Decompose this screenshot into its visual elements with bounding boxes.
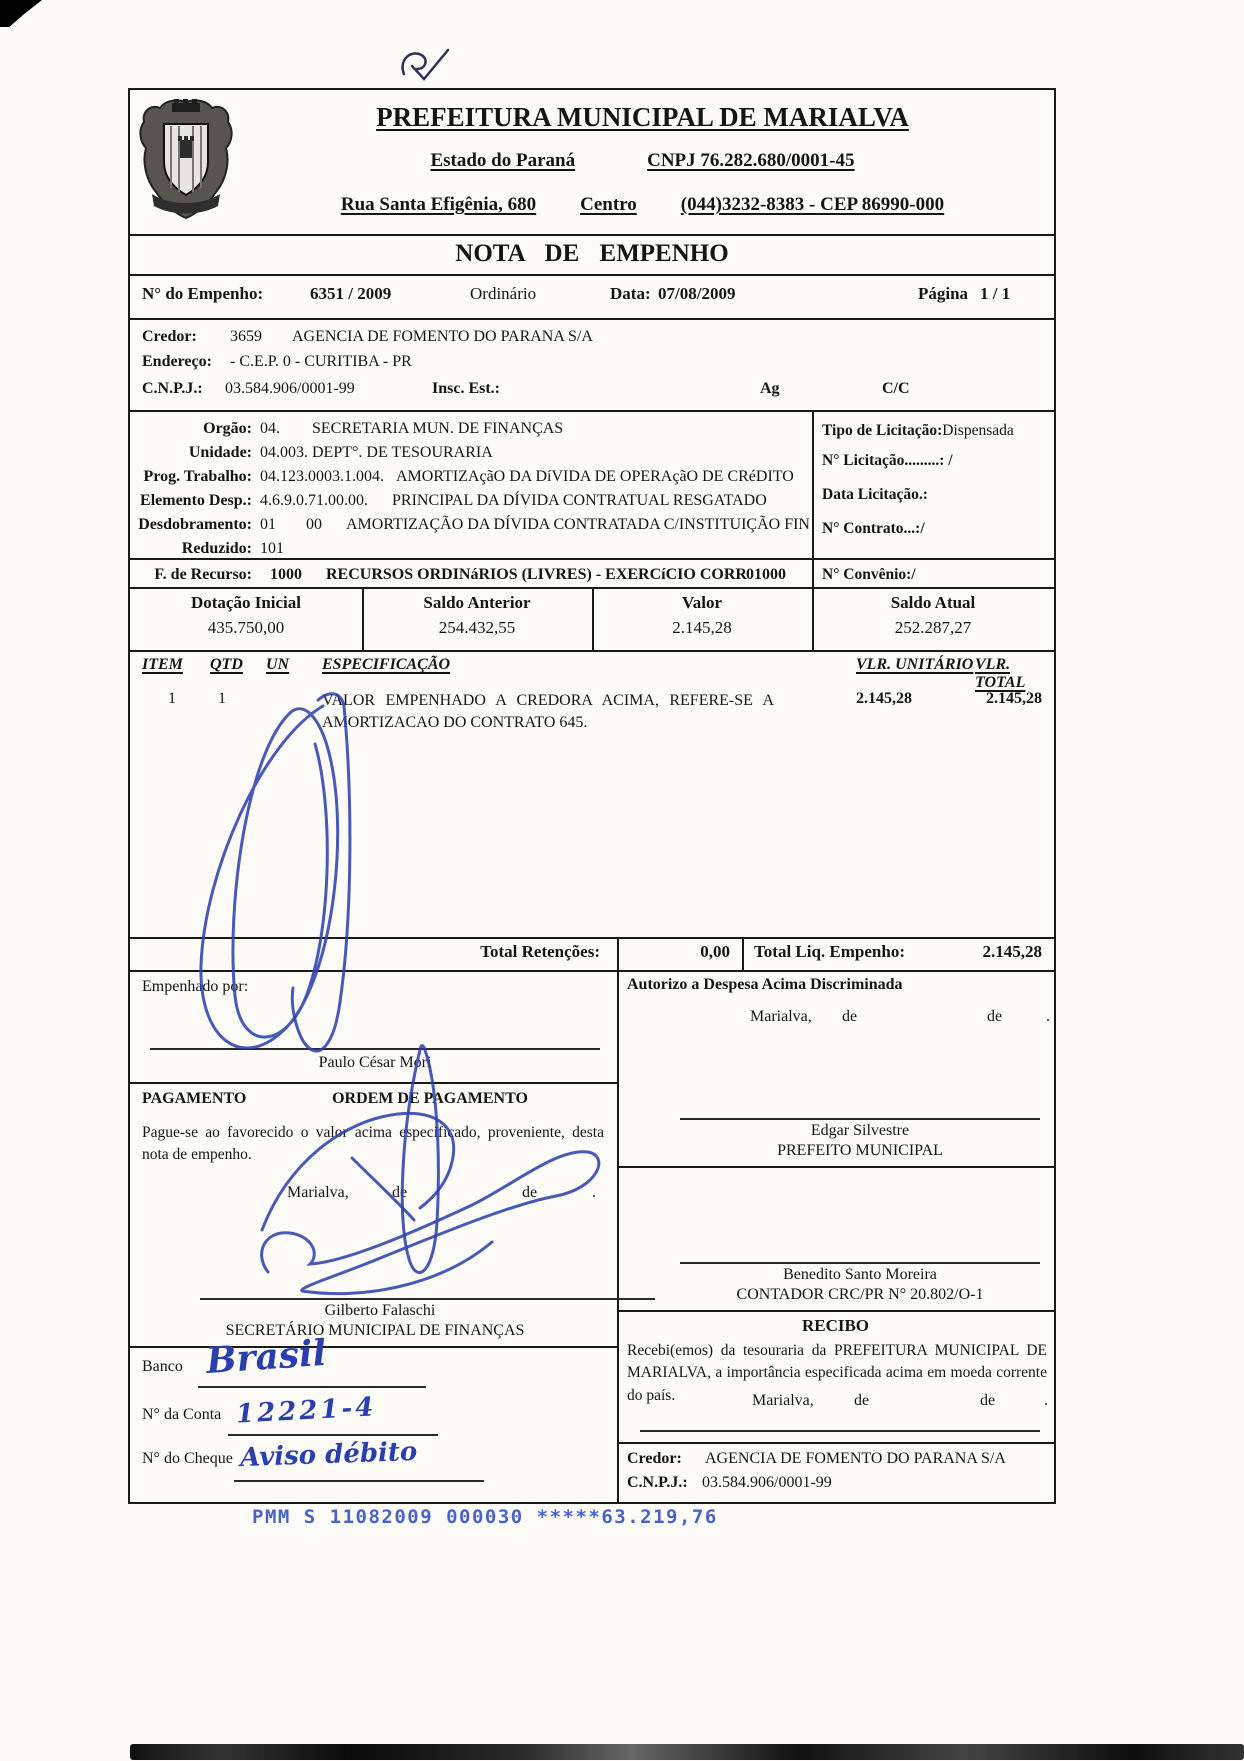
breakdown-label: Desdobramento:: [138, 516, 252, 533]
creditor-cnpj-label: C.N.P.J.:: [142, 380, 203, 397]
header-line-3: [245, 194, 1040, 216]
page-value: 1 / 1: [980, 284, 1011, 303]
account-fill-line: [228, 1434, 438, 1436]
breakdown-code-1: 01: [260, 516, 276, 533]
expense-element-desc: PRINCIPAL DA DÍVIDA CONTRATUAL RESGATADO: [392, 492, 767, 509]
previous-balance-value: 254.432,55: [438, 618, 516, 637]
divider: [130, 650, 1054, 652]
current-balance-value: 252.287,27: [894, 618, 972, 637]
authorize-city: Marialva,: [750, 1008, 812, 1025]
receipt-title: RECIBO: [801, 1316, 870, 1335]
organ-code: 04.: [260, 420, 280, 437]
initial-allocation-value: 435.750,00: [207, 618, 285, 637]
divider: [130, 274, 1054, 276]
receipt-city: Marialva,: [752, 1392, 814, 1409]
previous-balance-header: Saldo Anterior: [423, 593, 531, 612]
value-header: Valor: [682, 593, 722, 612]
state-registration-label: Insc. Est.:: [432, 380, 501, 397]
committed-by-name: Paulo César Mori: [318, 1054, 432, 1071]
total-retentions-value: 0,00: [700, 942, 730, 961]
item-number: 1: [168, 690, 176, 707]
reduced-code: 101: [260, 540, 284, 557]
total-liquid-label: Total Liq. Empenho:: [754, 942, 905, 961]
municipality-title: PREFEITURA MUNICIPAL DE MARIALVA: [376, 102, 909, 132]
divider: [617, 1310, 1054, 1312]
item-column-header: ITEM: [142, 656, 183, 673]
authorize-de-1: de: [842, 1008, 858, 1025]
receipt-period: .: [1044, 1392, 1048, 1409]
page-label: Página: [918, 284, 969, 303]
divider: [130, 1082, 617, 1084]
bank-fill-line: [198, 1386, 426, 1388]
payment-order-title: ORDEM DE PAGAMENTO: [332, 1090, 528, 1107]
bidding-date: Data Licitação.:: [822, 486, 928, 503]
phone-cep: (044)3232-8383 - CEP 86990-000: [680, 194, 945, 215]
street-address: Rua Santa Efigênia, 680: [340, 194, 537, 215]
city-line-period: .: [592, 1184, 596, 1201]
empenho-number: 6351 / 2009: [310, 284, 392, 303]
authorize-de-2: de: [987, 1008, 1003, 1025]
address-label: Endereço:: [142, 353, 212, 370]
agreement-number: N° Convênio:/: [822, 566, 916, 583]
receipt-cnpj-value: 03.584.906/0001-99: [702, 1474, 832, 1491]
agency-label: Ag: [760, 380, 780, 397]
bidding-number: N° Licitação.........: /: [822, 452, 953, 469]
mayor-title: PREFEITO MUNICIPAL: [777, 1142, 943, 1159]
unit-desc: DEPT°. DE TESOURARIA: [312, 444, 493, 461]
payment-section-title: PAGAMENTO: [142, 1090, 247, 1107]
municipal-coat-of-arms-icon: [138, 96, 234, 222]
divider: [812, 410, 814, 587]
item-unit-price: 2.145,28: [856, 690, 912, 707]
divider: [130, 318, 1054, 320]
expense-element-code: 4.6.9.0.71.00.00.: [260, 492, 368, 509]
cheque-handwritten-value: Aviso débito: [239, 1436, 418, 1474]
value-value: 2.145,28: [672, 618, 732, 637]
unit-label: Unidade:: [188, 444, 252, 461]
breakdown-desc: AMORTIZAÇÃO DA DÍVIDA CONTRATADA C/INSTITUIÇÃO FIN: [346, 516, 810, 533]
unit-column-header: UN: [266, 656, 290, 673]
item-total-price: 2.145,28: [986, 690, 1042, 707]
bidding-type-label: Tipo de Licitação:: [822, 422, 943, 439]
signature-line: [200, 1298, 655, 1300]
divider: [130, 558, 1054, 560]
district: Centro: [580, 194, 637, 215]
total-retentions-label: Total Retenções:: [480, 942, 600, 961]
mayor-name: Edgar Silvestre: [810, 1122, 910, 1139]
breakdown-code-2: 00: [306, 516, 322, 533]
funding-source-label: F. de Recurso:: [154, 566, 252, 583]
total-price-column-header: VLR. TOTAL: [975, 656, 1026, 691]
signature-line: [680, 1118, 1040, 1120]
receipt-de-1: de: [854, 1392, 870, 1409]
creditor-label: Credor:: [142, 328, 197, 345]
accountant-name: Benedito Santo Moreira: [783, 1266, 937, 1283]
cheque-fill-line: [234, 1480, 484, 1482]
divider: [130, 970, 1054, 972]
divider: [617, 937, 619, 1502]
city-line-de-2: de: [522, 1184, 538, 1201]
current-balance-header: Saldo Atual: [890, 593, 976, 612]
work-program-desc: AMORTIZAçãO DA DíVIDA DE OPERAçãO DE CRéDITO: [396, 468, 794, 485]
contract-number: N° Contrato...:/: [822, 520, 925, 537]
initial-allocation-header: Dotação Inicial: [190, 593, 302, 612]
cheque-number-label: N° do Cheque: [142, 1450, 233, 1467]
account-number-label: N° da Conta: [142, 1406, 222, 1423]
header-line-2: [245, 150, 1040, 172]
document-title: NOTA DE EMPENHO: [455, 240, 729, 267]
receipt-text: Recebi(emos) da tesouraria da PREFEITURA MUNICIPAL DE MARIALVA, a importância especificada acima em moeda corrente do país.: [627, 1342, 1047, 1404]
city-line-city: Marialva,: [287, 1184, 349, 1201]
account-handwritten-value: 12221-4: [235, 1392, 378, 1430]
committed-by-label: Empenhado por:: [142, 978, 249, 995]
qty-column-header: QTD: [210, 656, 243, 673]
state-label: Estado do Paraná: [430, 150, 576, 171]
nota-de-empenho-form: [128, 88, 1056, 1504]
receipt-cnpj-label: C.N.P.J.:: [627, 1474, 688, 1491]
receipt-creditor-name: AGENCIA DE FOMENTO DO PARANA S/A: [705, 1450, 1006, 1467]
receipt-de-2: de: [980, 1392, 996, 1409]
address-value: - C.E.P. 0 - CURITIBA - PR: [230, 353, 412, 370]
work-program-code: 04.123.0003.1.004.: [260, 468, 384, 485]
empenho-number-label: N° do Empenho:: [142, 284, 264, 303]
funding-source-desc: RECURSOS ORDINáRIOS (LIVRES) - EXERCíCIO CORR: [326, 566, 747, 583]
bidding-type-value: Dispensada: [942, 422, 1014, 439]
bank-handwritten-value: Brasil: [204, 1331, 328, 1383]
accountant-title: CONTADOR CRC/PR N° 20.802/O-1: [736, 1286, 984, 1303]
item-specification: VALOR EMPENHADO A CREDORA ACIMA, REFERE-SE A AMORTIZACAO DO CONTRATO 645.: [322, 692, 774, 732]
empenho-type: Ordinário: [470, 284, 537, 303]
authorize-period: .: [1046, 1008, 1050, 1025]
reduced-code-label: Reduzido:: [181, 540, 252, 557]
finance-secretary-title: SECRETÁRIO MUNICIPAL DE FINANÇAS: [225, 1322, 525, 1339]
creditor-cnpj: 03.584.906/0001-99: [225, 380, 355, 397]
cnpj-header: CNPJ 76.282.680/0001-45: [647, 150, 855, 171]
unit-price-column-header: VLR. UNITÁRIO: [856, 656, 974, 673]
funding-source-code-2: 01000: [746, 566, 786, 583]
divider: [130, 937, 1054, 939]
creditor-code: 3659: [230, 328, 262, 345]
divider: [617, 1166, 1054, 1168]
expense-element-label: Elemento Desp.:: [140, 492, 252, 509]
total-liquid-value: 2.145,28: [982, 942, 1042, 961]
organ-label: Orgão:: [203, 420, 252, 437]
finance-secretary-name: Gilberto Falaschi: [324, 1302, 436, 1319]
account-label: C/C: [882, 380, 910, 397]
item-qty: 1: [218, 690, 226, 707]
scan-artifact-bottom-bar: [130, 1744, 1244, 1760]
receipt-creditor-label: Credor:: [627, 1450, 682, 1467]
scan-artifact-top-left: [0, 0, 42, 27]
divider: [130, 410, 1054, 412]
signature-line: [680, 1262, 1040, 1264]
bank-label: Banco: [142, 1358, 183, 1375]
signature-line: [150, 1048, 600, 1050]
city-line-de-1: de: [392, 1184, 408, 1201]
payment-order-text: Pague-se ao favorecido o valor acima especificado, proveniente, desta nota de empenho.: [142, 1124, 604, 1164]
date-value: 07/08/2009: [658, 284, 736, 303]
divider: [617, 1442, 1054, 1444]
authorize-expense-title: Autorizo a Despesa Acima Discriminada: [627, 976, 903, 993]
organ-desc: SECRETARIA MUN. DE FINANÇAS: [312, 420, 564, 437]
funding-source-code: 1000: [270, 566, 302, 583]
specification-column-header: ESPECIFICAÇÃO: [322, 656, 451, 673]
divider: [130, 1346, 617, 1348]
dot-matrix-print: PMM S 11082009 000030 *****63.219,76: [252, 1506, 718, 1528]
work-program-label: Prog. Trabalho:: [143, 468, 252, 485]
divider: [130, 234, 1054, 236]
signature-line: [640, 1430, 1040, 1432]
pen-mark-top: [403, 50, 448, 79]
date-label: Data:: [610, 284, 651, 303]
creditor-name: AGENCIA DE FOMENTO DO PARANA S/A: [292, 328, 593, 345]
divider: [742, 937, 744, 970]
unit-code: 04.003.: [260, 444, 308, 461]
